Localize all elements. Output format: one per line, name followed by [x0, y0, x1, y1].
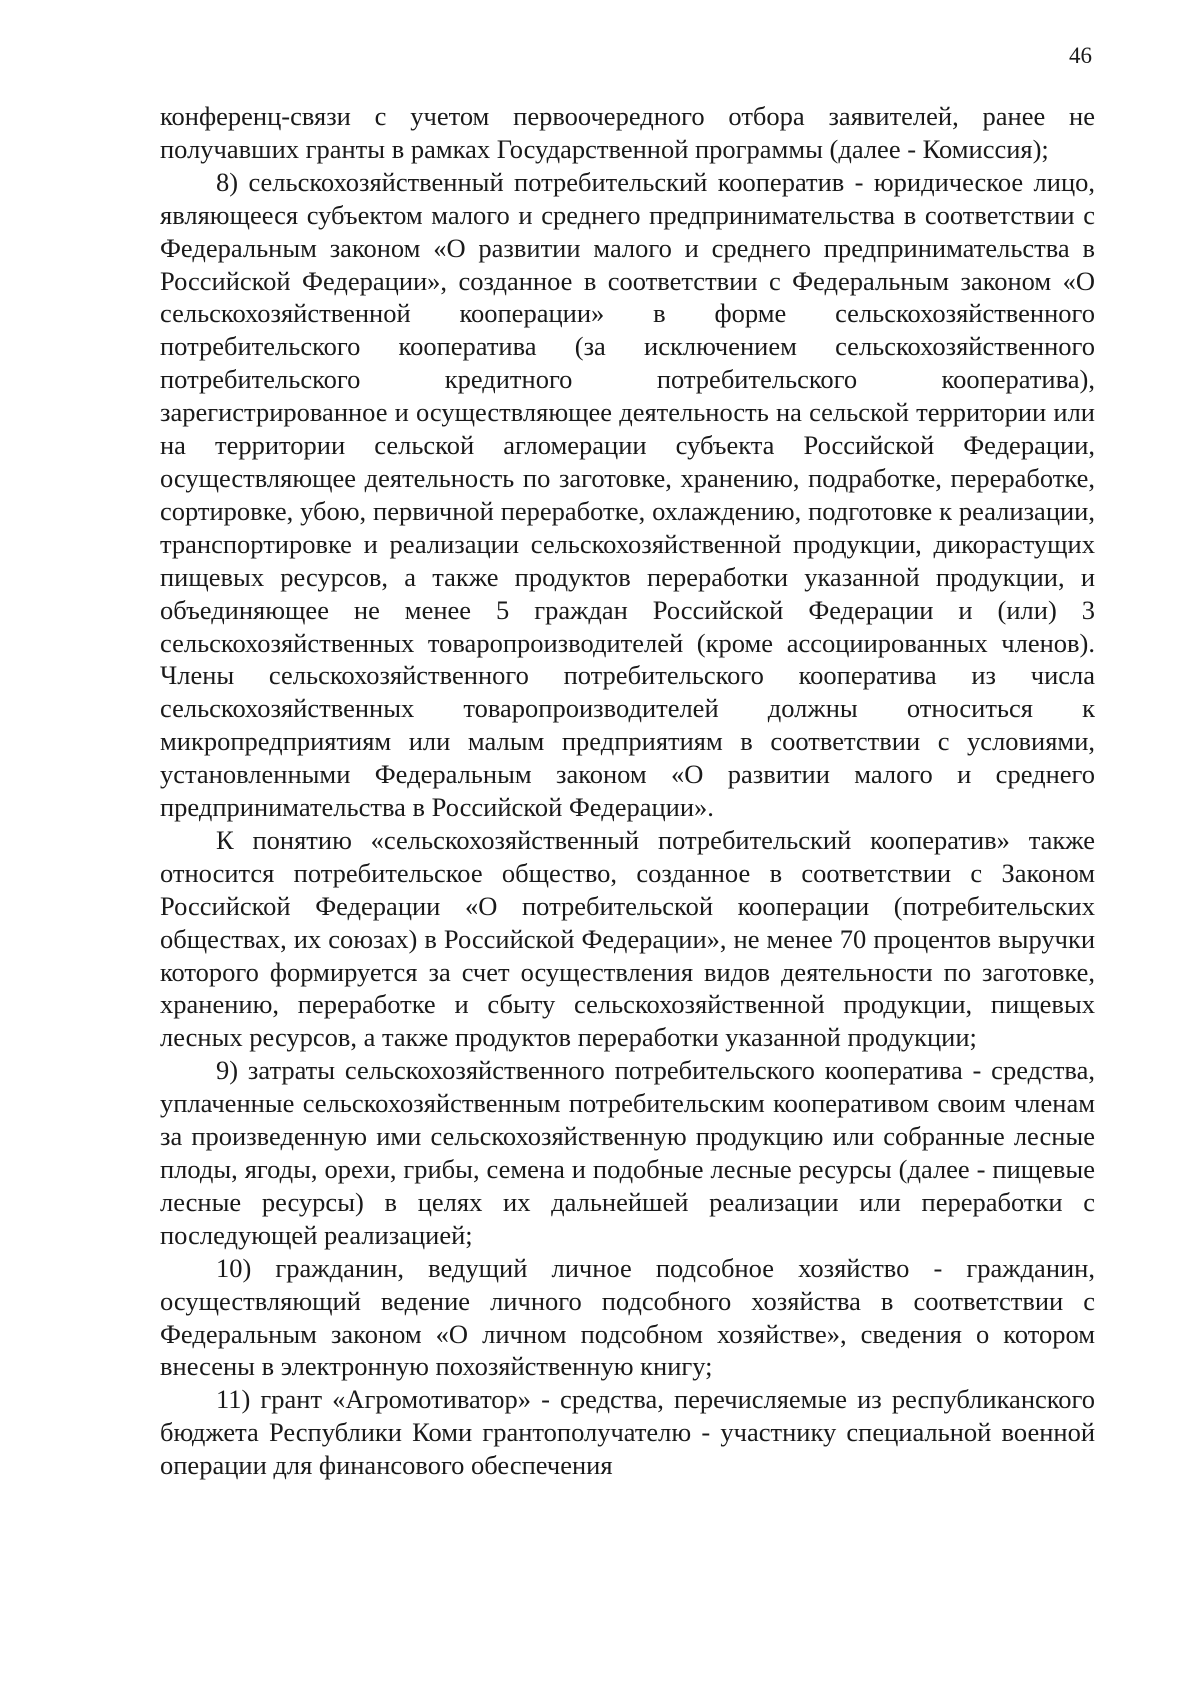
paragraph-item-10: 10) гражданин, ведущий личное подсобное хозяйство - гражданин, осуществляющий ведение личного подсобного хозяйства в соответствии с Федеральным законом «О личном подсобном хозяйстве», сведения о котором внесены в электронную похозяйственную книгу;	[160, 1252, 1095, 1382]
paragraph-item-8: 8) сельскохозяйственный потребительский кооператив - юридическое лицо, являющееся субъектом малого и среднего предпринимательства в соответствии с Федеральным законом «О развитии малого и среднего предпринимательства в Российской Федерации», созданное в соответствии с Федеральным законом «О сельскохозяйственной кооперации» в форме сельскохозяйственного потребительского кооператива (за исключением сельскохозяйственного потребительского кредитного потребительского кооператива), зарегистрированное и осуществляющее деятельность на сельской территории или на территории сельской агломерации субъекта Российской Федерации, осуществляющее деятельность по заготовке, хранению, подработке, переработке, сортировке, убою, первичной переработке, охлаждению, подготовке к реализации, транспортировке и реализации сельскохозяйственной продукции, дикорастущих пищевых ресурсов, а также продуктов переработки указанной продукции, и объединяющее не менее 5 граждан Российской Федерации и (или) 3 сельскохозяйственных товаропроизводителей (кроме ассоциированных членов). Члены сельскохозяйственного потребительского кооператива из числа сельскохозяйственных товаропроизводителей должны относиться к микропредприятиям или малым предприятиям в соответствии с условиями, установленными Федеральным законом «О развитии малого и среднего предпринимательства в Российской Федерации».	[160, 166, 1095, 823]
document-body	[160, 100, 1095, 1482]
paragraph-commission-continuation: конференц-связи с учетом первоочередного отбора заявителей, ранее не получавших гранты в рамках Государственной программы (далее - Комиссия);	[160, 101, 1095, 164]
page-number: 46	[1069, 43, 1092, 68]
paragraph-item-8-consumer-society: К понятию «сельскохозяйственный потребительский кооператив» также относится потребительское общество, созданное в соответствии с Законом Российской Федерации «О потребительской кооперации (потребительских обществах, их союзах) в Российской Федерации», не менее 70 процентов выручки которого формируется за счет осуществления видов деятельности по заготовке, хранению, переработке и сбыту сельскохозяйственной продукции, пищевых лесных ресурсов, а также продуктов переработки указанной продукции;	[160, 824, 1095, 1053]
paragraph-item-9: 9) затраты сельскохозяйственного потребительского кооператива - средства, уплаченные сельскохозяйственным потребительским кооперативом своим членам за произведенную ими сельскохозяйственную продукцию или собранные лесные плоды, ягоды, орехи, грибы, семена и подобные лесные ресурсы (далее - пищевые лесные ресурсы) в целях их дальнейшей реализации или переработки с последующей реализацией;	[160, 1055, 1095, 1250]
paragraph-item-11: 11) грант «Агромотиватор» - средства, перечисляемые из республиканского бюджета Республики Коми грантополучателю - участнику специальной военной операции для финансового обеспечения	[160, 1384, 1095, 1481]
